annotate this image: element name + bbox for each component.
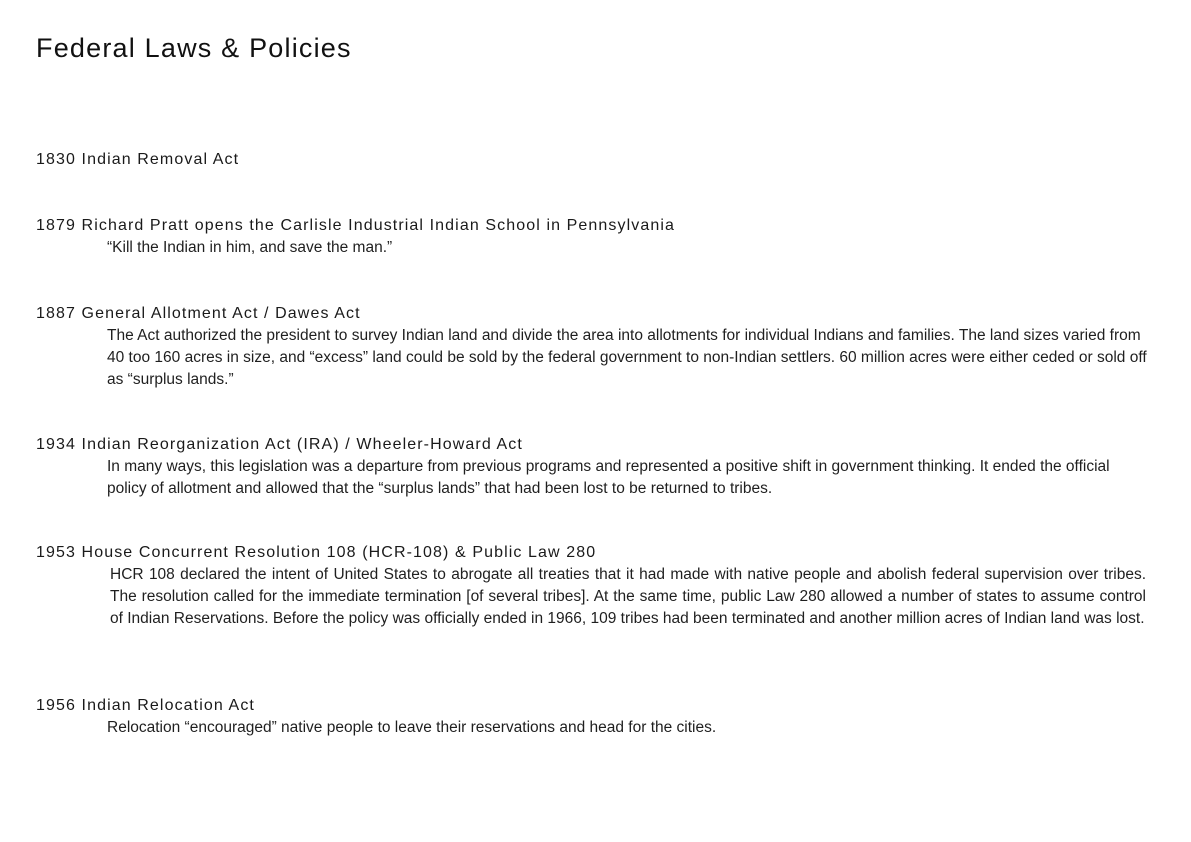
entry-1934-indian-reorganization-act [36, 435, 1152, 500]
entry-1879-carlisle-school [36, 216, 675, 259]
page-title: Federal Laws & Policies [36, 33, 352, 63]
entry-description: HCR 108 declared the intent of United States to abrogate all treaties that it had made with native people and abolish federal supervision over tribes. The resolution called for the immediate termination [of several tribes]. At the same time, public Law 280 allowed a number of states to assume control of Indian Reservations. Before the policy was officially ended in 1966, 109 tribes had been terminated and another million acres of Indian land was lost. [110, 566, 1146, 627]
entry-1887-dawes-act [36, 304, 1152, 390]
entry-description: The Act authorized the president to survey Indian land and divide the area into allotments for individual Indians and families. The land sizes varied from 40 too 160 acres in size, and “excess” land could be sold by the federal government to non-Indian settlers. 60 million acres were either ceded or sold off as “surplus lands.” [107, 327, 1147, 388]
entry-1830-indian-removal-act [36, 150, 239, 170]
entry-description: In many ways, this legislation was a departure from previous programs and represented a positive shift in government thinking. It ended the official policy of allotment and allowed that the “surplus lands” that had been lost to be returned to tribes. [107, 458, 1110, 497]
entry-heading: 1830 Indian Removal Act [36, 151, 240, 168]
entry-heading: 1887 General Allotment Act / Dawes Act [36, 305, 361, 322]
entry-quote: “Kill the Indian in him, and save the man.” [107, 239, 393, 256]
entry-1953-hcr-108-public-law-280 [36, 543, 1146, 629]
entry-heading: 1953 House Concurrent Resolution 108 (HCR-108) & Public Law 280 [36, 544, 597, 561]
entry-1956-indian-relocation-act [36, 696, 716, 739]
entry-heading: 1956 Indian Relocation Act [36, 697, 255, 714]
entry-description: Relocation “encouraged” native people to leave their reservations and head for the cities. [107, 719, 717, 736]
entry-heading: 1879 Richard Pratt opens the Carlisle Industrial Indian School in Pennsylvania [36, 217, 676, 234]
entry-heading: 1934 Indian Reorganization Act (IRA) / Wheeler-Howard Act [36, 436, 523, 453]
